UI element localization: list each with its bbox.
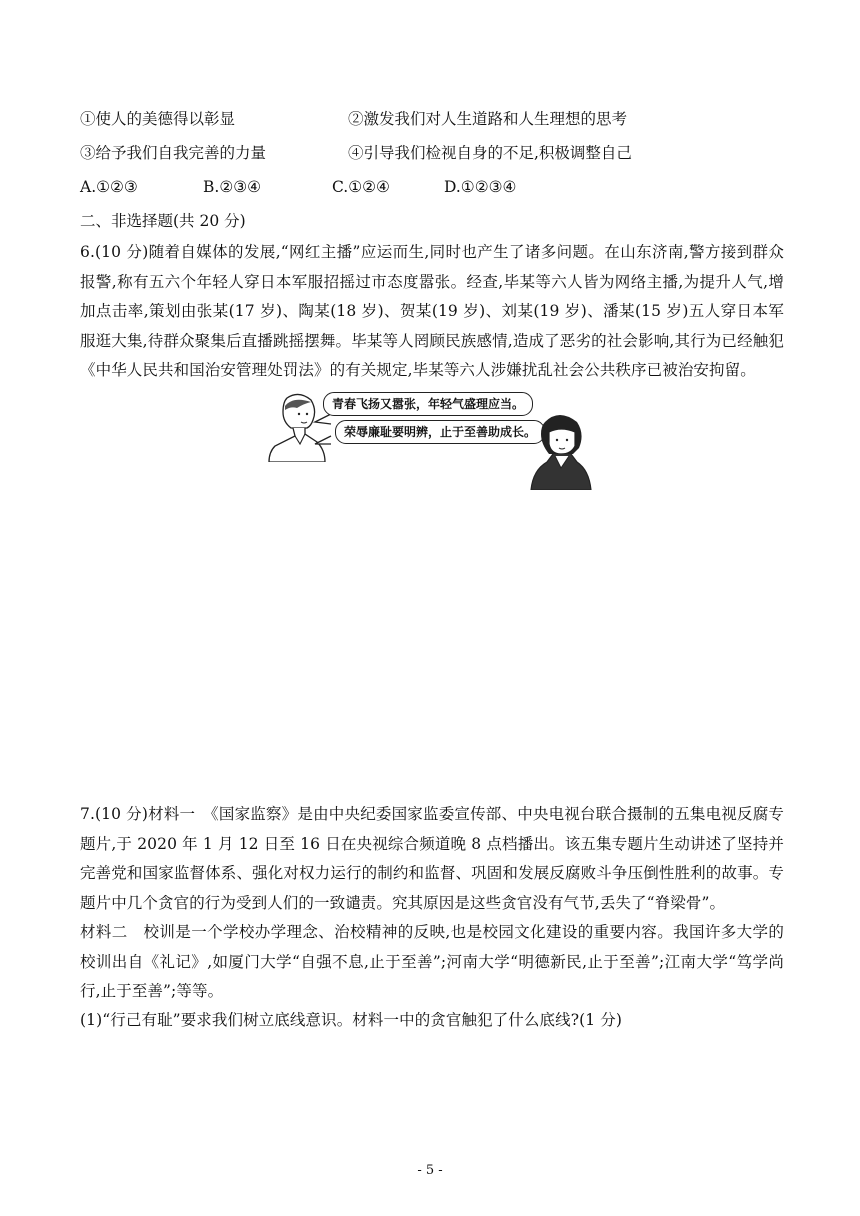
option-b: B.②③④ — [203, 178, 262, 196]
speech-bubble-2: 荣辱廉耻要明辨，止于至善助成长。 — [335, 420, 545, 444]
question-6-text: 6.(10 分)随着自媒体的发展,“网红主播”应运而生,同时也产生了诸多问题。在山东济南,警方接到群众报警,称有五六个年轻人穿日本军服招摇过市态度嚣张。经查,毕某等六人皆为网络主播,为提升人气,增加点击率,策划由张某(17 岁)、陶某(18 岁)、贺某(19 岁)、刘某(19 岁)、潘某(15 岁)五人穿日本军服逛大集,待群众聚集后直播跳摇摆舞。毕某等人罔顾民族感情,造成了恶劣的社会影响,其行为已经触犯《中华人民共和国治安管理处罚法》的有关规定,毕某等六人涉嫌扰乱社会公共秩序已被治安拘留。 — [80, 243, 784, 379]
question-7-subquestion-1: (1)“行己有耻”要求我们树立底线意识。材料一中的贪官触犯了什么底线?(1 分) — [80, 1011, 622, 1029]
choice-item-4: ④引导我们检视自身的不足,积极调整自己 — [348, 144, 632, 162]
speech-bubble-1: 青春飞扬又嚣张，年轻气盛理应当。 — [323, 392, 533, 416]
option-c: C.①②④ — [332, 178, 390, 196]
girl-figure-icon — [527, 412, 595, 490]
page-number: - 5 - — [417, 1163, 443, 1178]
option-d: D.①②③④ — [444, 178, 517, 196]
option-a: A.①②③ — [80, 178, 138, 196]
speech-pointer-icon — [313, 410, 333, 450]
section-heading: 二、非选择题(共 20 分) — [80, 212, 246, 230]
cartoon-illustration — [265, 390, 595, 492]
question-7-material-1: 7.(10 分)材料一 《国家监察》是由中央纪委国家监委宣传部、中央电视台联合摄制的五集电视反腐专题片,于 2020 年 1 月 12 日至 16 日在央视综合频道晚 8 点档播出。该五集专题片生动讲述了坚持并完善党和国家监督体系、强化对权力运行的制约和监督、巩固和发展反腐败斗争压倒性胜利的故事。专题片中几个贪官的行为受到人们的一致谴责。究其原因是这些贪官没有气节,丢失了“脊梁骨”。 — [80, 805, 784, 912]
choice-item-2: ②激发我们对人生道路和人生理想的思考 — [348, 110, 628, 128]
choice-item-1: ①使人的美德得以彰显 — [80, 110, 236, 128]
choice-item-3: ③给予我们自我完善的力量 — [80, 144, 267, 162]
question-7-material-2: 材料二 校训是一个学校办学理念、治校精神的反映,也是校园文化建设的重要内容。我国许多大学的校训出自《礼记》,如厦门大学“自强不息,止于至善”;河南大学“明德新民,止于至善”;江南大学“笃学尚行,止于至善”;等等。 — [80, 923, 784, 1000]
